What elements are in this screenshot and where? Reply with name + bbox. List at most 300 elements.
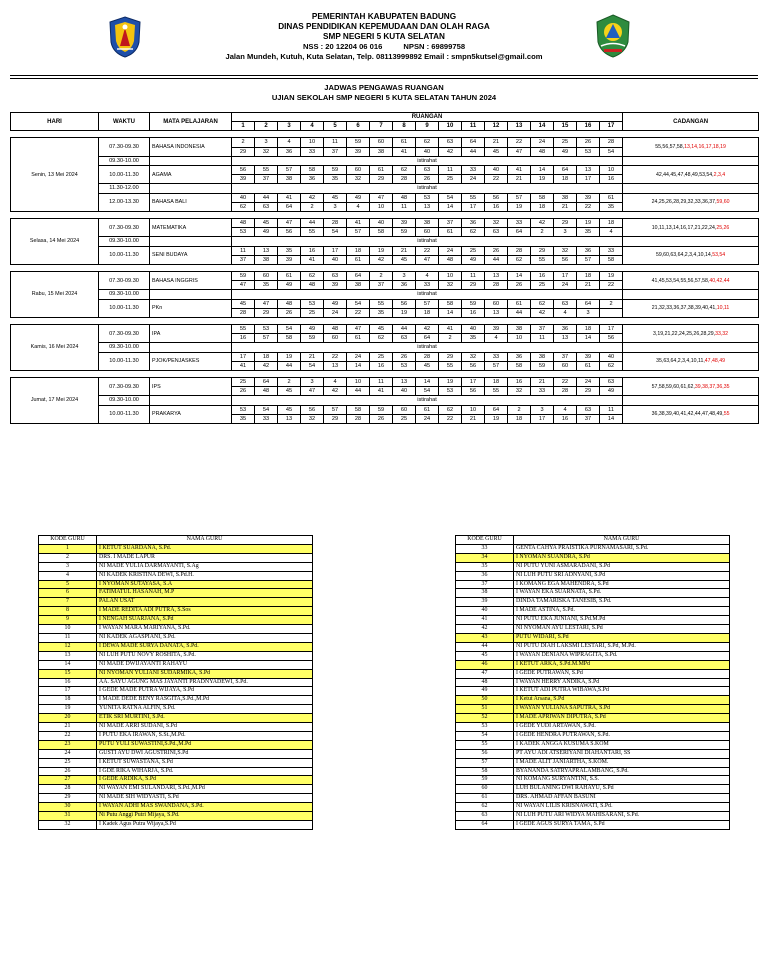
proctor-code-cell: 55 [485, 387, 508, 396]
teacher-row [456, 731, 730, 740]
proctor-code-cell: 25 [232, 378, 255, 387]
proctor-code-cell: 54 [255, 405, 278, 414]
proctor-code-cell: 47 [232, 281, 255, 290]
proctor-code-cell: 18 [600, 219, 623, 228]
break-row [11, 343, 759, 352]
proctor-code-cell: 14 [439, 308, 462, 317]
time-cell: 10.00-11.30 [99, 352, 150, 370]
teacher-row [456, 714, 730, 723]
proctor-code-cell: 13 [416, 202, 439, 211]
proctor-code-cell: 22 [577, 202, 600, 211]
proctor-code-cell: 59 [347, 138, 370, 147]
proctor-code-cell: 21 [531, 378, 554, 387]
teacher-row [456, 553, 730, 562]
proctor-code-cell: 42 [416, 325, 439, 334]
proctor-code-cell: 28 [232, 308, 255, 317]
proctor-code-cell: 62 [393, 166, 416, 175]
teacher-name: NI PUTU EKA JUNIANI, S.Pd.M.Pd [514, 616, 730, 625]
teacher-row [456, 696, 730, 705]
proctor-code-cell: 45 [278, 387, 301, 396]
room-number-header: 6 [347, 122, 370, 131]
proctor-code-cell: 63 [416, 166, 439, 175]
proctor-code-cell: 55 [439, 361, 462, 370]
proctor-code-cell: 18 [508, 414, 531, 423]
exam-row-top [11, 405, 759, 414]
reserve-cell [623, 352, 759, 370]
proctor-code-cell: 61 [347, 334, 370, 343]
proctor-code-cell: 40 [324, 255, 347, 264]
teacher-row [39, 660, 313, 669]
reserve-cell [623, 378, 759, 396]
proctor-code-cell: 40 [416, 147, 439, 156]
proctor-code-cell: 45 [324, 193, 347, 202]
proctor-code-cell: 18 [347, 246, 370, 255]
reserve-codes: 10,11,13,14,16,17,21,22,24, [651, 224, 717, 231]
room-number-header: 14 [531, 122, 554, 131]
proctor-code-cell: 11 [393, 202, 416, 211]
teacher-code: 43 [456, 633, 514, 642]
proctor-code-cell: 55 [255, 166, 278, 175]
proctor-code-cell: 40 [393, 387, 416, 396]
proctor-code-cell: 49 [255, 228, 278, 237]
time-cell: 07.30-09.30 [99, 219, 150, 237]
proctor-code-cell: 55 [462, 193, 485, 202]
teacher-code: 17 [39, 687, 97, 696]
proctor-code-cell: 49 [554, 147, 577, 156]
proctor-code-cell: 10 [508, 334, 531, 343]
proctor-code-cell: 35 [577, 228, 600, 237]
proctor-code-cell: 14 [347, 361, 370, 370]
proctor-code-cell: 61 [278, 272, 301, 281]
teacher-code: 25 [39, 758, 97, 767]
proctor-code-cell: 3 [577, 308, 600, 317]
proctor-code-cell: 38 [416, 219, 439, 228]
teacher-row [39, 794, 313, 803]
teacher-code: 61 [456, 794, 514, 803]
proctor-code-cell: 11 [370, 378, 393, 387]
break-label: istirahat [232, 184, 623, 193]
teacher-code: 2 [39, 553, 97, 562]
proctor-code-cell: 36 [393, 281, 416, 290]
doc-title: JADWAS PENGAWAS RUANGAN [324, 83, 444, 92]
proctor-code-cell: 2 [278, 378, 301, 387]
break-label: istirahat [232, 237, 623, 246]
proctor-code-cell: 55 [370, 299, 393, 308]
proctor-code-cell: 44 [508, 308, 531, 317]
proctor-code-cell: 18 [255, 352, 278, 361]
teacher-name: Ni Putu Anggi Putri Mijaya, S.Pd. [97, 812, 313, 821]
proctor-code-cell: 13 [324, 361, 347, 370]
teacher-row [39, 803, 313, 812]
proctor-code-cell: 57 [347, 228, 370, 237]
teacher-code: 15 [39, 669, 97, 678]
exam-row-top [11, 138, 759, 147]
proctor-code-cell: 48 [301, 281, 324, 290]
proctor-code-cell [600, 308, 623, 317]
reserve-codes: 36,38,39,40,41,42,44,47,48,49, [651, 411, 724, 418]
teacher-code: 36 [456, 571, 514, 580]
proctor-code-cell: 59 [462, 299, 485, 308]
time-cell: 10.00-11.30 [99, 166, 150, 184]
teacher-row [39, 571, 313, 580]
teacher-row [456, 669, 730, 678]
teacher-code: 60 [456, 785, 514, 794]
proctor-code-cell: 61 [370, 166, 393, 175]
reserve-codes-red: 39,38,37,36,35 [694, 383, 730, 390]
teacher-name: PUTU YULI SUWASTINI,S.Pd.,M.Pd [97, 740, 313, 749]
teacher-name: I PUTU EKA IRAWAN, S.St.,M.Pd. [97, 731, 313, 740]
proctor-code-cell: 48 [278, 299, 301, 308]
proctor-code-cell: 56 [462, 387, 485, 396]
proctor-code-cell: 41 [508, 166, 531, 175]
break-time: 09.30-10.00 [99, 290, 150, 299]
proctor-code-cell: 28 [554, 387, 577, 396]
teacher-name: I GEDE HENDRA PUTRAWAN, S.Pd. [514, 731, 730, 740]
proctor-code-cell: 24 [347, 352, 370, 361]
teacher-name: I WAYAN HERRY ANDIKA, S.Pd [514, 678, 730, 687]
teacher-row [39, 731, 313, 740]
proctor-code-cell: 25 [439, 175, 462, 184]
teacher-name: GENTA CAHYA PRAISTIKA PURNAMASARI, S.Pd. [514, 544, 730, 553]
proctor-code-cell: 61 [347, 255, 370, 264]
room-number-header: 3 [278, 122, 301, 131]
proctor-code-cell: 16 [462, 308, 485, 317]
teacher-code: 59 [456, 776, 514, 785]
proctor-code-cell: 59 [232, 272, 255, 281]
proctor-code-cell: 54 [600, 147, 623, 156]
proctor-code-cell: 45 [278, 405, 301, 414]
teacher-name: NI MADE ARRI SUDANI, S.Pd [97, 723, 313, 732]
reserve-codes: 42,44,45,47,48,49,53,54, [655, 171, 714, 178]
teacher-name: NI MADE SIH WIDYASTI, S.Pd [97, 794, 313, 803]
break-row [11, 396, 759, 405]
proctor-code-cell: 45 [485, 147, 508, 156]
proctor-code-cell: 4 [416, 272, 439, 281]
teacher-name: I WAYAN MARA MARIYANA, S.Pd. [97, 625, 313, 634]
teacher-name: I KADEK ANGGA KUSUMA S.KOM [514, 740, 730, 749]
teacher-code: 11 [39, 633, 97, 642]
reserve-codes-red: 2,3,4 [713, 171, 726, 178]
teacher-code: 13 [39, 651, 97, 660]
day-cell: Selasa, 14 Mei 2024 [11, 219, 99, 265]
proctor-code-cell: 14 [416, 378, 439, 387]
proctor-code-cell: 2 [508, 405, 531, 414]
proctor-code-cell: 11 [462, 272, 485, 281]
teacher-name: I GEDE AGUS SURYA TAMA, S.Pd [514, 821, 730, 830]
proctor-code-cell: 53 [439, 387, 462, 396]
reserve-cell [623, 405, 759, 423]
proctor-code-cell: 64 [416, 334, 439, 343]
teacher-code: 41 [456, 616, 514, 625]
break-reserve-empty [623, 184, 759, 193]
exam-row-top [11, 378, 759, 387]
proctor-code-cell: 55 [301, 228, 324, 237]
proctor-code-cell: 63 [600, 378, 623, 387]
proctor-code-cell: 49 [278, 281, 301, 290]
teacher-row [456, 794, 730, 803]
break-reserve-empty [623, 290, 759, 299]
teacher-row [456, 723, 730, 732]
reserve-codes: 24,25,26,28,29,32,33,36,37, [651, 199, 717, 206]
proctor-code-cell: 44 [347, 387, 370, 396]
exam-row-top [11, 352, 759, 361]
proctor-code-cell: 56 [485, 193, 508, 202]
proctor-code-cell: 22 [324, 352, 347, 361]
proctor-code-cell: 10 [462, 405, 485, 414]
proctor-code-cell: 47 [278, 219, 301, 228]
proctor-code-cell: 19 [278, 352, 301, 361]
teacher-code: 39 [456, 598, 514, 607]
proctor-code-cell: 56 [393, 299, 416, 308]
proctor-code-cell: 60 [554, 361, 577, 370]
exam-row-top [11, 299, 759, 308]
header-cadangan: CADANGAN [623, 113, 759, 131]
proctor-code-cell: 3 [255, 138, 278, 147]
proctor-code-cell: 44 [462, 147, 485, 156]
reserve-codes-red: 53,54 [712, 252, 726, 259]
proctor-code-cell: 16 [531, 272, 554, 281]
proctor-code-cell: 40 [462, 325, 485, 334]
time-cell: 10.00-11.30 [99, 405, 150, 423]
proctor-code-cell: 47 [255, 299, 278, 308]
proctor-code-cell: 24 [531, 138, 554, 147]
teacher-name: NI LUH PUTU NOVY ROSHITA, S.Pd. [97, 651, 313, 660]
proctor-code-cell: 3 [531, 405, 554, 414]
proctor-code-cell: 21 [577, 281, 600, 290]
proctor-code-cell: 22 [347, 308, 370, 317]
teacher-name: NI KOMANG SURYANTINI, S.S. [514, 776, 730, 785]
teacher-name: NI WAYAN EMI SULANDARI, S.Pd.,M.Pd [97, 785, 313, 794]
teacher-code: 31 [39, 812, 97, 821]
proctor-code-cell: 4 [324, 378, 347, 387]
room-number-header: 10 [439, 122, 462, 131]
proctor-code-cell: 29 [462, 281, 485, 290]
room-number-header: 9 [416, 122, 439, 131]
teacher-name: NI KADEK KRISTINA DEWI, S.Pd.H. [97, 571, 313, 580]
proctor-code-cell: 37 [531, 325, 554, 334]
proctor-code-cell: 64 [554, 166, 577, 175]
teacher-name: I GEDE YUDI ARTAWAN, S.Pd. [514, 723, 730, 732]
proctor-code-cell: 47 [347, 325, 370, 334]
teacher-name: DRS. I MADE LAPUR [97, 553, 313, 562]
break-subject-empty [150, 343, 232, 352]
teacher-name: I DEWA MADE SURYA DANATA, S.Pd. [97, 642, 313, 651]
proctor-code-cell: 64 [577, 299, 600, 308]
proctor-code-cell: 41 [301, 255, 324, 264]
school-emblem-icon [595, 14, 631, 58]
proctor-code-cell: 39 [393, 219, 416, 228]
reserve-codes: 41,45,53,54,55,56,57,58, [651, 277, 710, 284]
proctor-code-cell: 33 [508, 219, 531, 228]
proctor-code-cell: 17 [324, 246, 347, 255]
teacher-name: I Kadek Agus Putra Wijaya,S.Pd [97, 821, 313, 830]
reserve-codes-red: 59,60 [716, 199, 730, 206]
proctor-code-cell: 17 [531, 414, 554, 423]
break-subject-empty [150, 184, 232, 193]
subject-cell: IPA [150, 325, 232, 343]
proctor-code-cell: 17 [462, 202, 485, 211]
teacher-name: I Ketut Arsana, S.Pd [514, 696, 730, 705]
header-mapel: MATA PELAJARAN [150, 113, 232, 131]
gov-name: PEMERINTAH KABUPATEN BADUNG [311, 12, 457, 21]
proctor-code-cell: 39 [278, 255, 301, 264]
teacher-code: 64 [456, 821, 514, 830]
proctor-code-cell: 64 [278, 202, 301, 211]
proctor-code-cell: 47 [508, 147, 531, 156]
proctor-code-cell: 63 [255, 202, 278, 211]
teacher-code: 22 [39, 731, 97, 740]
proctor-code-cell: 25 [554, 138, 577, 147]
teacher-row [456, 651, 730, 660]
header-kode-guru: KODE GURU [39, 536, 97, 545]
proctor-code-cell: 38 [508, 325, 531, 334]
proctor-code-cell: 64 [508, 228, 531, 237]
proctor-code-cell: 59 [324, 166, 347, 175]
proctor-code-cell: 38 [554, 193, 577, 202]
proctor-code-cell: 38 [531, 352, 554, 361]
subject-cell: PRAKARYA [150, 405, 232, 423]
proctor-code-cell: 38 [255, 255, 278, 264]
time-cell: 07.30-09.30 [99, 138, 150, 156]
proctor-code-cell: 53 [232, 228, 255, 237]
header-ruangan: RUANGAN [232, 113, 623, 122]
teacher-code: 27 [39, 776, 97, 785]
proctor-code-cell: 61 [508, 299, 531, 308]
day-cell: Kamis, 16 Mei 2024 [11, 325, 99, 371]
proctor-code-cell: 32 [554, 246, 577, 255]
break-subject-empty [150, 237, 232, 246]
proctor-code-cell: 3 [301, 378, 324, 387]
proctor-code-cell: 24 [324, 308, 347, 317]
proctor-code-cell: 61 [439, 228, 462, 237]
header-nama-guru: NAMA GURU [514, 536, 730, 545]
proctor-code-cell: 4 [485, 334, 508, 343]
time-cell: 10.00-11.30 [99, 246, 150, 264]
teacher-row [456, 758, 730, 767]
proctor-code-cell: 13 [485, 308, 508, 317]
proctor-code-cell: 13 [554, 334, 577, 343]
proctor-code-cell: 25 [462, 246, 485, 255]
letterhead-rule-thin [10, 78, 758, 79]
teacher-name: I MADE ASTINA, S.Pd. [514, 607, 730, 616]
teacher-row [456, 607, 730, 616]
teacher-code: 16 [39, 678, 97, 687]
proctor-code-cell: 63 [324, 272, 347, 281]
teacher-row [39, 749, 313, 758]
proctor-code-cell: 22 [508, 138, 531, 147]
proctor-code-cell: 29 [232, 147, 255, 156]
proctor-code-cell: 26 [278, 308, 301, 317]
proctor-code-cell: 11 [439, 166, 462, 175]
proctor-code-cell: 33 [255, 414, 278, 423]
break-reserve-empty [623, 156, 759, 165]
teacher-code: 33 [456, 544, 514, 553]
teacher-row [456, 767, 730, 776]
proctor-code-cell: 56 [232, 166, 255, 175]
proctor-code-cell: 37 [255, 175, 278, 184]
day-separator [11, 371, 759, 378]
proctor-code-cell: 19 [439, 378, 462, 387]
proctor-code-cell: 22 [485, 175, 508, 184]
proctor-code-cell: 57 [416, 299, 439, 308]
proctor-code-cell: 39 [347, 147, 370, 156]
proctor-code-cell: 53 [416, 193, 439, 202]
reserve-cell [623, 299, 759, 317]
proctor-code-cell: 54 [324, 228, 347, 237]
proctor-code-cell: 41 [439, 325, 462, 334]
proctor-code-cell: 44 [393, 325, 416, 334]
teacher-row [39, 553, 313, 562]
teacher-name: PT AYU ADI ATSERIYANI DIAHANTARI, SS [514, 749, 730, 758]
reserve-codes-red: 10,11 [716, 305, 730, 312]
proctor-code-cell: 37 [370, 281, 393, 290]
teacher-code: 42 [456, 625, 514, 634]
teacher-row [39, 616, 313, 625]
time-cell: 07.30-09.30 [99, 272, 150, 290]
teacher-row [39, 544, 313, 553]
reserve-cell [623, 166, 759, 184]
teacher-row [456, 633, 730, 642]
reserve-codes-red: 33,32 [715, 330, 729, 337]
proctor-code-cell: 48 [232, 219, 255, 228]
proctor-code-cell: 53 [393, 361, 416, 370]
proctor-code-cell: 19 [370, 246, 393, 255]
proctor-code-cell: 18 [577, 325, 600, 334]
break-reserve-empty [623, 343, 759, 352]
subject-cell: SENI BUDAYA [150, 246, 232, 264]
proctor-code-cell: 33 [531, 387, 554, 396]
teacher-name: I GDE RIKA WIHARJA, S.Pd. [97, 767, 313, 776]
proctor-code-cell: 29 [324, 414, 347, 423]
room-number-header: 8 [393, 122, 416, 131]
room-number-header: 11 [462, 122, 485, 131]
proctor-code-cell: 11 [324, 138, 347, 147]
teacher-code: 46 [456, 660, 514, 669]
proctor-code-cell: 2 [439, 334, 462, 343]
break-label: istirahat [232, 290, 623, 299]
doc-subtitle: UJIAN SEKOLAH SMP NEGERI 5 KUTA SELATAN TAHUN 2024 [271, 93, 497, 102]
teacher-name: NI PUTU DIAH LAKSMI LESTARI, S.Pd, M.Pd. [514, 642, 730, 651]
teacher-code: 40 [456, 607, 514, 616]
proctor-code-cell: 26 [577, 138, 600, 147]
teacher-list-right [455, 535, 730, 830]
teacher-list-left [38, 535, 313, 830]
proctor-code-cell: 56 [600, 334, 623, 343]
day-separator [11, 212, 759, 219]
proctor-code-cell: 64 [485, 405, 508, 414]
proctor-code-cell: 36 [577, 246, 600, 255]
proctor-code-cell: 33 [301, 147, 324, 156]
proctor-code-cell: 36 [278, 147, 301, 156]
subject-cell: AGAMA [150, 166, 232, 184]
proctor-code-cell: 29 [439, 352, 462, 361]
subject-cell: BAHASA BALI [150, 193, 232, 211]
time-cell: 07.30-09.30 [99, 378, 150, 396]
proctor-code-cell: 62 [462, 228, 485, 237]
proctor-code-cell: 45 [416, 361, 439, 370]
reserve-codes: 55,56,57,58, [655, 144, 685, 150]
teacher-name: I MADE APRIWAN DIPUTRA, S.Pd [514, 714, 730, 723]
teacher-code: 14 [39, 660, 97, 669]
letterhead-rule [10, 75, 758, 76]
exam-row-top [11, 219, 759, 228]
room-number-header: 17 [600, 122, 623, 131]
teacher-name: NI NYOMAN AYU LESTARI, S.Pd [514, 625, 730, 634]
proctor-code-cell: 14 [508, 272, 531, 281]
break-time: 09.30-10.00 [99, 396, 150, 405]
subject-cell: BAHASA INDONESIA [150, 138, 232, 156]
proctor-code-cell: 17 [600, 325, 623, 334]
